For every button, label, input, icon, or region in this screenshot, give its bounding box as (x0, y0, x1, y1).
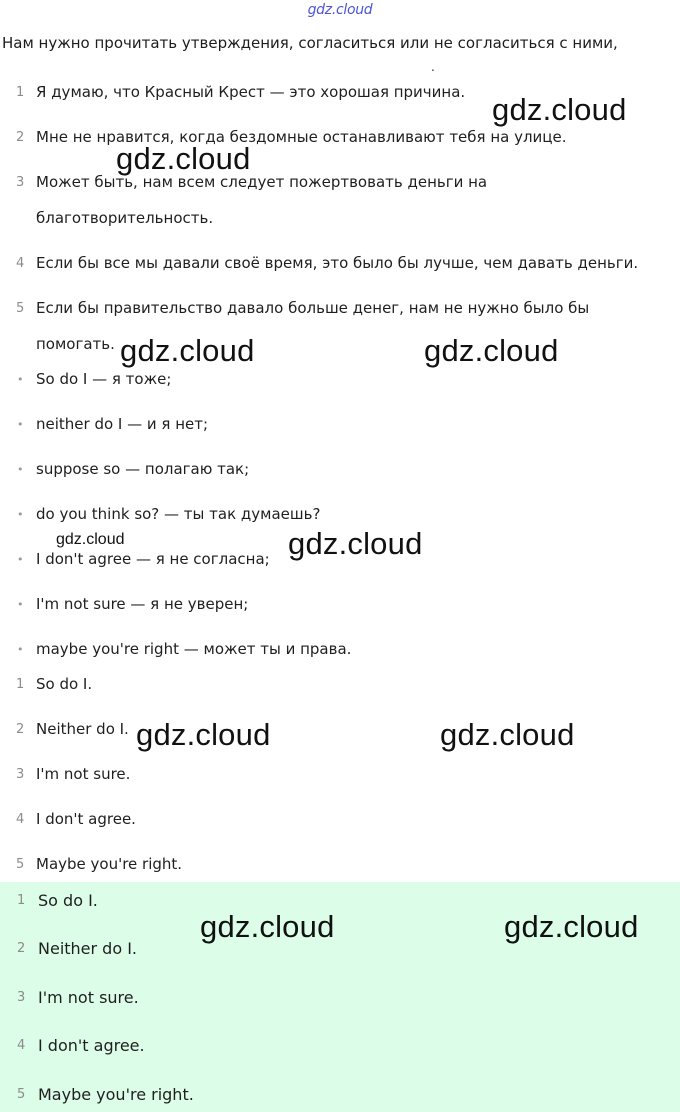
answer-text: Maybe you're right. (38, 1084, 194, 1104)
phrase-text: So do I — я тоже; (36, 370, 172, 388)
list-item (0, 548, 270, 570)
list-item (0, 297, 589, 319)
answer-text: I don't agree. (36, 810, 136, 828)
list-item (0, 638, 351, 660)
watermark: gdz.cloud (116, 141, 251, 176)
watermark: gdz.cloud (200, 909, 335, 944)
phrase-text: do you think so? — ты так думаешь? (36, 505, 321, 523)
bullet-icon: • (17, 417, 24, 431)
list-item (0, 763, 130, 785)
item-number: 4 (16, 255, 25, 271)
bullet-icon: • (17, 642, 24, 656)
list-item (0, 1083, 194, 1105)
item-number: 5 (16, 856, 25, 872)
list-item (0, 808, 136, 830)
answer-text: Neither do I. (38, 938, 138, 958)
list-item (0, 718, 129, 740)
list-item (0, 986, 139, 1008)
list-item (0, 937, 137, 959)
answer-text: So do I. (38, 890, 98, 910)
statement-text: помогать. (36, 335, 115, 353)
answer-text: So do I. (36, 675, 93, 693)
bullet-icon: • (17, 462, 24, 476)
phrase-text: suppose so — полагаю так; (36, 460, 250, 478)
item-number: 2 (16, 721, 25, 737)
item-number: 3 (16, 174, 25, 190)
phrase-text: I don't agree — я не согласна; (36, 550, 270, 568)
list-item (0, 413, 208, 435)
phrase-text: neither do I — и я нет; (36, 415, 209, 433)
item-number: 3 (16, 766, 25, 782)
statement-text: Я думаю, что Красный Крест — это хорошая причина. (36, 83, 466, 101)
list-item-continuation (0, 333, 115, 355)
item-number: 4 (16, 811, 25, 827)
list-item (0, 503, 320, 525)
answer-text: I don't agree. (38, 1035, 145, 1055)
watermark: gdz.cloud (56, 531, 125, 548)
list-item (0, 1034, 145, 1056)
answer-text: I'm not sure. (38, 987, 139, 1007)
watermark: gdz.cloud (424, 333, 559, 368)
item-number: 2 (17, 940, 26, 956)
item-number: 1 (16, 676, 25, 692)
watermark: gdz.cloud (492, 92, 627, 127)
item-number: 1 (16, 84, 25, 100)
list-item (0, 368, 171, 390)
watermark: gdz.cloud (504, 909, 639, 944)
statement-text: Если бы все мы давали своё время, это было бы лучше, чем давать деньги. (36, 254, 639, 272)
list-item (0, 673, 92, 695)
answer-text: I'm not sure. (36, 765, 131, 783)
bullet-icon: • (17, 552, 24, 566)
statement-text: Может быть, нам всем следует пожертвовать деньги на (36, 173, 488, 191)
watermark: gdz.cloud (136, 717, 271, 752)
phrase-text: I'm not sure — я не уверен; (36, 595, 249, 613)
answer-text: Neither do I. (36, 720, 129, 738)
watermark: gdz.cloud (288, 526, 423, 561)
item-number: 5 (16, 300, 25, 316)
list-item (0, 126, 567, 148)
watermark: gdz.cloud (440, 717, 575, 752)
list-item (0, 81, 465, 103)
list-item (0, 853, 182, 875)
item-number: 4 (17, 1037, 26, 1053)
bullet-icon: • (17, 597, 24, 611)
site-brand-logo[interactable]: gdz.cloud (307, 2, 373, 18)
bullet-icon: • (17, 507, 24, 521)
list-item (0, 889, 98, 911)
task-instruction: Нам нужно прочитать утверждения, согласиться или не согласиться с ними, (2, 34, 618, 52)
bullet-icon: • (17, 372, 24, 386)
item-number: 3 (17, 989, 26, 1005)
item-number: 1 (17, 892, 26, 908)
list-item (0, 458, 249, 480)
list-item (0, 593, 248, 615)
watermark: gdz.cloud (120, 333, 255, 368)
statement-text: благотворительность. (36, 209, 214, 227)
statement-text: Мне не нравится, когда бездомные останавливают тебя на улице. (36, 128, 567, 146)
item-number: 2 (16, 129, 25, 145)
item-number: 5 (17, 1086, 26, 1102)
statement-text: Если бы правительство давало больше денег, нам не нужно было бы (36, 299, 590, 317)
list-item-continuation (0, 207, 213, 229)
list-item (0, 252, 638, 274)
stray-dot: . (431, 60, 435, 74)
answer-text: Maybe you're right. (36, 855, 183, 873)
phrase-text: maybe you're right — может ты и права. (36, 640, 352, 658)
